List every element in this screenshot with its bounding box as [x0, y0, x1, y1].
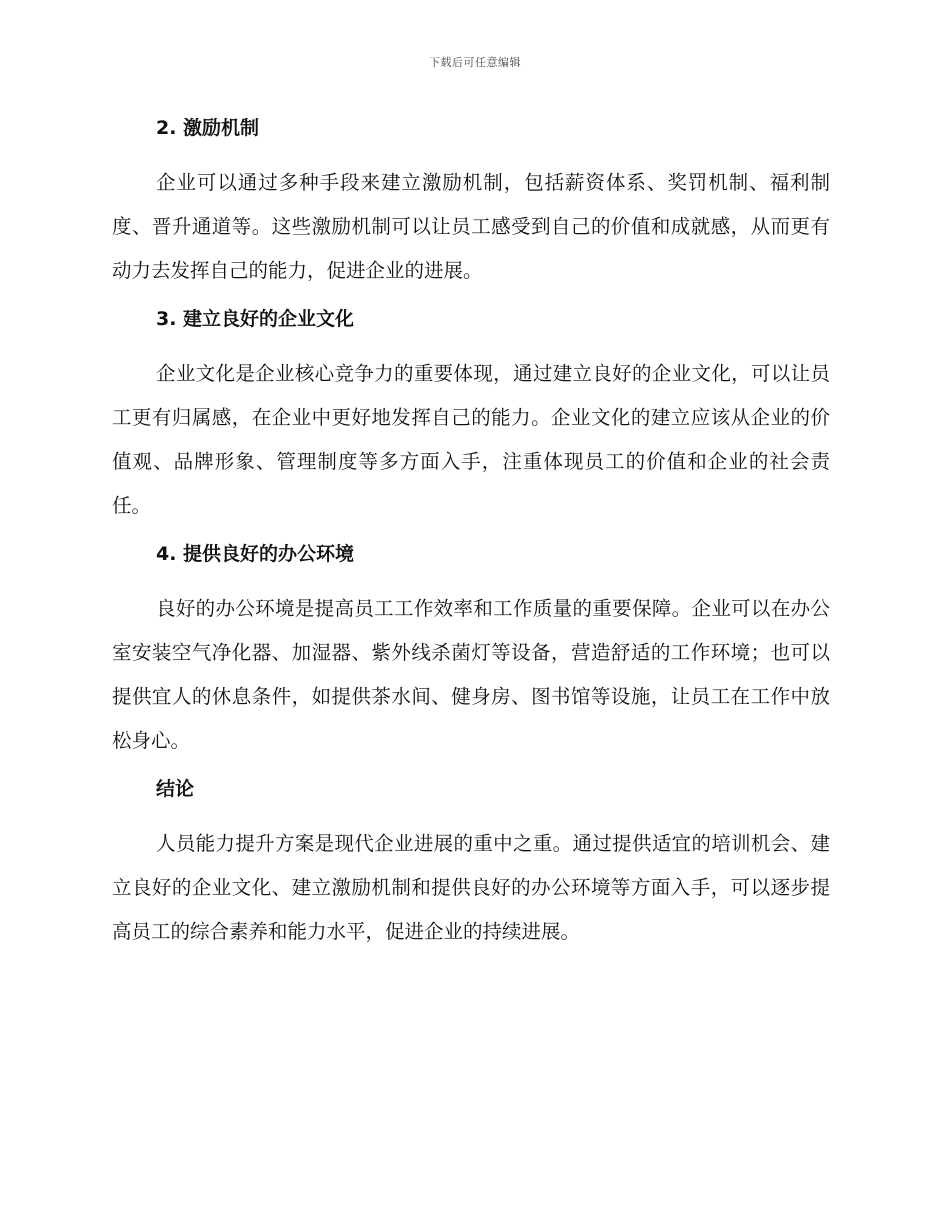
section-body-conclusion: 人员能力提升方案是现代企业进展的重中之重。通过提供适宜的培训机会、建立良好的企业文化、建立激励机制和提供良好的办公环境等方面入手，可以逐步提高员工的综合素养和能力水平，促进企业的持续进展。: [112, 832, 830, 943]
section-body-incentive: 企业可以通过多种手段来建立激励机制，包括薪资体系、奖罚机制、福利制度、晋升通道等。这些激励机制可以让员工感受到自己的价值和成就感，从而更有动力去发挥自己的能力，促进企业的进展。: [112, 171, 830, 282]
section-heading-culture: 3. 建立良好的企业文化: [156, 308, 355, 330]
section-heading-conclusion: 结论: [156, 778, 195, 800]
section-heading-office-environment: 4. 提供良好的办公环境: [156, 543, 355, 565]
document-body: [112, 113, 830, 954]
page-header: 下载后可任意编辑: [429, 56, 521, 69]
section-body-office-environment: 良好的办公环境是提高员工工作效率和工作质量的重要保障。企业可以在办公室安装空气净化器、加湿器、紫外线杀菌灯等设备，营造舒适的工作环境；也可以提供宜人的休息条件，如提供茶水间、健身房、图书馆等设施，让员工在工作中放松身心。: [112, 597, 830, 752]
section-body-culture: 企业文化是企业核心竞争力的重要体现，通过建立良好的企业文化，可以让员工更有归属感，在企业中更好地发挥自己的能力。企业文化的建立应该从企业的价值观、品牌形象、管理制度等多方面入手，注重体现员工的价值和企业的社会责任。: [112, 362, 830, 517]
section-heading-incentive: 2. 激励机制: [156, 117, 260, 139]
